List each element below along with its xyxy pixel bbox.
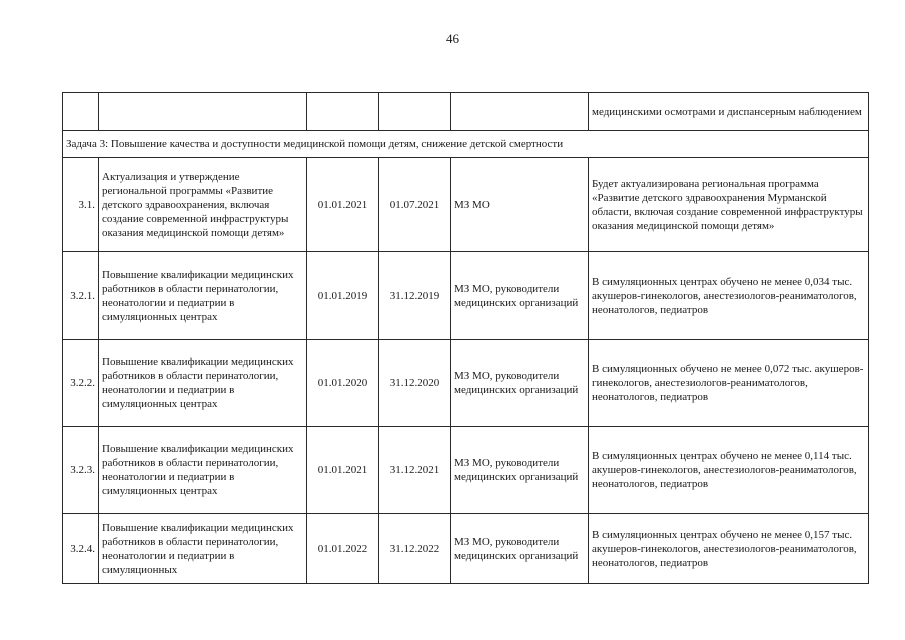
executor: МЗ МО, руководители медицинских организаций [451,340,589,427]
executor: МЗ МО [451,158,589,252]
end-date: 31.12.2020 [379,340,451,427]
table-row [63,93,869,131]
start-date: 01.01.2021 [307,427,379,514]
row-number: 3.2.3. [63,427,99,514]
result-cell: медицинскими осмотрами и диспансерным наблюдением [589,93,869,131]
table-row [63,514,869,584]
row-number: 3.1. [63,158,99,252]
executor: МЗ МО, руководители медицинских организаций [451,514,589,584]
executor-cell [451,93,589,131]
row-number: 3.2.4. [63,514,99,584]
table-row [63,427,869,514]
num-cell [63,93,99,131]
action-plan-table [62,92,869,584]
name-cell [99,93,307,131]
executor: МЗ МО, руководители медицинских организаций [451,252,589,340]
activity-name: Повышение квалификации медицинских работников в области перинатологии, неонатологии и педиатрии в симуляционных центрах [99,252,307,340]
expected-result: В симуляционных центрах обучено не менее 0,157 тыс. акушеров-гинекологов, анестезиологов-реаниматологов, неонатологов, педиатров [589,514,869,584]
start-date: 01.01.2021 [307,158,379,252]
expected-result: В симуляционных центрах обучено не менее 0,034 тыс. акушеров-гинекологов, анестезиологов-реаниматологов, неонатологов, педиатров [589,252,869,340]
expected-result: В симуляционных обучено не менее 0,072 тыс. акушеров-гинекологов, анестезиологов-реаниматологов, неонатологов, педиатров [589,340,869,427]
row-number: 3.2.2. [63,340,99,427]
end-date: 31.12.2022 [379,514,451,584]
table-row [63,158,869,252]
executor: МЗ МО, руководители медицинских организаций [451,427,589,514]
activity-name: Повышение квалификации медицинских работников в области перинатологии, неонатологии и педиатрии в симуляционных центрах [99,340,307,427]
start-date-cell [307,93,379,131]
page-number: 46 [446,31,459,46]
activity-name: Актуализация и утверждение региональной программы «Развитие детского здравоохранения, включая создание современной инфраструктуры оказания медицинской помощи детям» [99,158,307,252]
activity-name: Повышение квалификации медицинских работников в области перинатологии, неонатологии и педиатрии в симуляционных центрах [99,427,307,514]
task-header-row [63,131,869,158]
activity-name: Повышение квалификации медицинских работников в области перинатологии, неонатологии и педиатрии в симуляционных [99,514,307,584]
expected-result: В симуляционных центрах обучено не менее 0,114 тыс. акушеров-гинекологов, анестезиологов-реаниматологов, неонатологов, педиатров [589,427,869,514]
row-number: 3.2.1. [63,252,99,340]
start-date: 01.01.2019 [307,252,379,340]
end-date-cell [379,93,451,131]
start-date: 01.01.2022 [307,514,379,584]
end-date: 31.12.2019 [379,252,451,340]
table-row [63,252,869,340]
expected-result: Будет актуализирована региональная программа «Развитие детского здравоохранения Мурманской области, включая создание современной инфраструктуры оказания медицинской помощи детям» [589,158,869,252]
task-header: Задача 3: Повышение качества и доступности медицинской помощи детям, снижение детской смертности [63,131,869,158]
start-date: 01.01.2020 [307,340,379,427]
end-date: 01.07.2021 [379,158,451,252]
table-row [63,340,869,427]
end-date: 31.12.2021 [379,427,451,514]
